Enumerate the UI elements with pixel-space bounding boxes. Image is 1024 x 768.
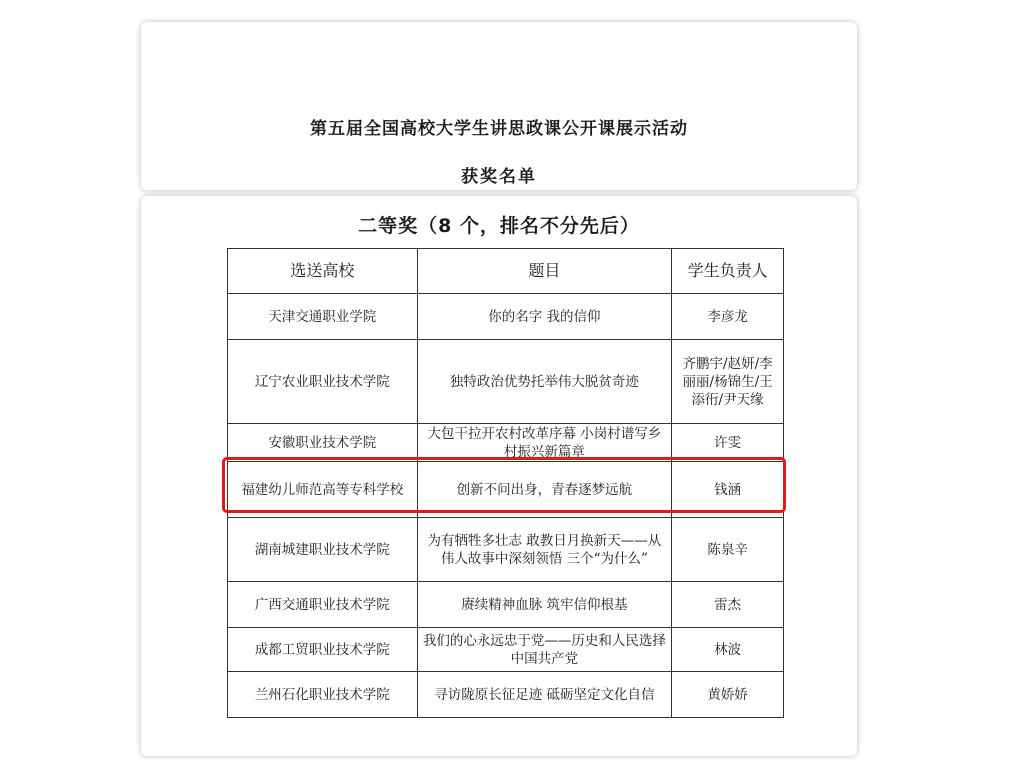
cell-school: 广西交通职业技术学院 [228,582,418,628]
cell-school: 成都工贸职业技术学院 [228,628,418,672]
cell-topic: 寻访陇原长征足迹 砥砺坚定文化自信 [417,672,672,718]
cell-school: 兰州石化职业技术学院 [228,672,418,718]
cell-school: 福建幼儿师范高等专科学校 [228,462,418,518]
cell-topic: 创新不问出身，青春逐梦远航 [417,462,672,518]
table-header-row [228,249,784,294]
cell-topic: 我们的心永远忠于党——历史和人民选择中国共产党 [417,628,672,672]
table-row [228,340,784,424]
document-subtitle: 获奖名单 [461,167,537,187]
cell-topic: 独特政治优势托举伟大脱贫奇迹 [417,340,672,424]
table-row [228,628,784,672]
cell-students: 钱涵 [672,462,784,518]
cell-students: 林波 [672,628,784,672]
cell-school: 天津交通职业学院 [228,294,418,340]
cell-topic: 赓续精神血脉 筑牢信仰根基 [417,582,672,628]
cell-students: 陈泉辛 [672,518,784,582]
document-title: 第五届全国高校大学生讲思政课公开课展示活动 [310,119,688,139]
cell-school: 安徽职业技术学院 [228,424,418,462]
table-row-highlighted [228,462,784,518]
table-row [228,672,784,718]
table-row [228,582,784,628]
awards-table [227,248,784,718]
cell-students: 黄娇娇 [672,672,784,718]
table-row [228,518,784,582]
cell-school: 辽宁农业职业技术学院 [228,340,418,424]
cell-school: 湖南城建职业技术学院 [228,518,418,582]
section-heading: 二等奖（8 个，排名不分先后） [358,215,640,237]
header-students: 学生负责人 [672,249,784,294]
cell-students: 许雯 [672,424,784,462]
header-school: 选送高校 [228,249,418,294]
cell-students: 雷杰 [672,582,784,628]
cell-students: 齐鹏宇/赵妍/李丽丽/杨锦生/王添衎/尹天缘 [672,340,784,424]
document-header-card [141,22,857,190]
table-row [228,294,784,340]
award-table-card [141,196,857,756]
table-row [228,424,784,462]
header-topic: 题目 [417,249,672,294]
cell-topic: 为有牺牲多壮志 敢教日月换新天——从伟人故事中深刻领悟 三个“为什么” [417,518,672,582]
cell-students: 李彦龙 [672,294,784,340]
cell-topic: 大包干拉开农村改革序幕 小岗村谱写乡村振兴新篇章 [417,424,672,462]
cell-topic: 你的名字 我的信仰 [417,294,672,340]
